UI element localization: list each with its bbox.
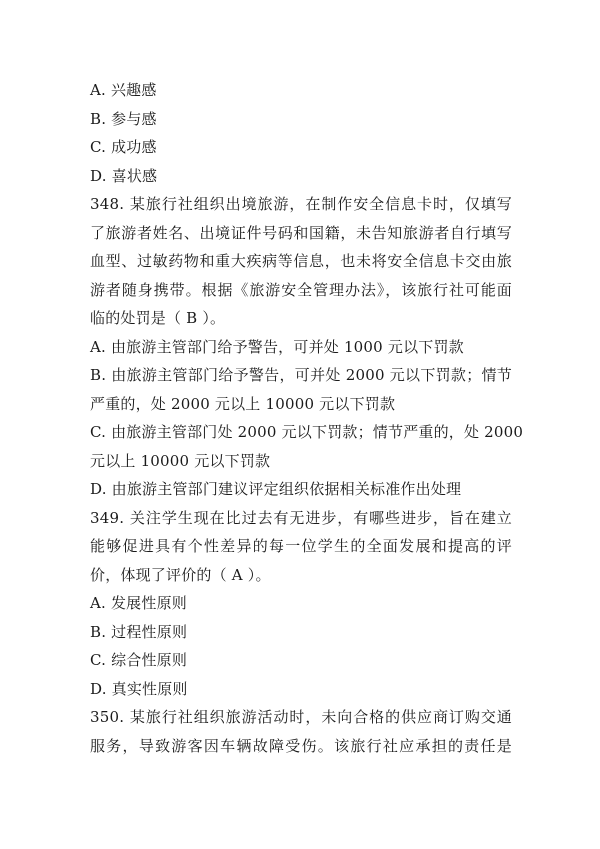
q348-option-c: C. 由旅游主管部门处 2000 元以下罚款；情节严重的，处 2000 [90,423,524,441]
q350-stem-line: 350. 某旅行社组织旅游活动时，未向合格的供应商订购交通 [90,708,512,726]
q348-stem-line: 游者随身携带。根据《旅游安全管理办法》，该旅行社可能面 [90,280,512,299]
q348-stem-line: 了旅游者姓名、出境证件号码和国籍，未告知旅游者自行填写 [90,223,512,242]
q349-option-d: D. 真实性原则 [90,679,188,698]
q348-option-b: B. 由旅游主管部门给予警告，可并处 2000 元以下罚款；情节 [90,366,512,384]
q347-option-c: C. 成功感 [90,138,157,156]
document-page [90,76,524,760]
q347-option-b: B. 参与感 [90,109,157,128]
q349-stem-line: 能够促进具有个性差异的每一位学生的全面发展和提高的评 [90,537,512,555]
q348-option-a: A. 由旅游主管部门给予警告，可并处 1000 元以下罚款 [90,337,464,356]
q349-stem-line: 价，体现了评价的（ A ）。 [90,565,271,584]
q348-stem-line: 临的处罚是（ B ）。 [90,309,226,327]
q347-option-d: D. 喜状感 [90,166,158,185]
q349-stem-line: 349. 关注学生现在比过去有无进步，有哪些进步，旨在建立 [90,508,512,527]
q349-option-c: C. 综合性原则 [90,651,188,669]
q350-stem-line: 服务，导致游客因车辆故障受伤。该旅行社应承担的责任是 [90,736,512,755]
q348-option-b-cont: 严重的，处 2000 元以上 10000 元以下罚款 [90,394,396,413]
q348-stem-line: 血型、过敏药物和重大疾病等信息，也未将安全信息卡交由旅 [90,252,512,270]
q349-option-a: A. 发展性原则 [90,594,187,612]
q348-option-d: D. 由旅游主管部门建议评定组织依据相关标准作出处理 [90,480,462,498]
q347-option-a: A. 兴趣感 [90,81,157,99]
q348-stem-line: 348. 某旅行社组织出境旅游，在制作安全信息卡时，仅填写 [90,195,512,213]
q348-option-c-cont: 元以上 10000 元以下罚款 [90,451,271,470]
q349-option-b: B. 过程性原则 [90,622,188,641]
